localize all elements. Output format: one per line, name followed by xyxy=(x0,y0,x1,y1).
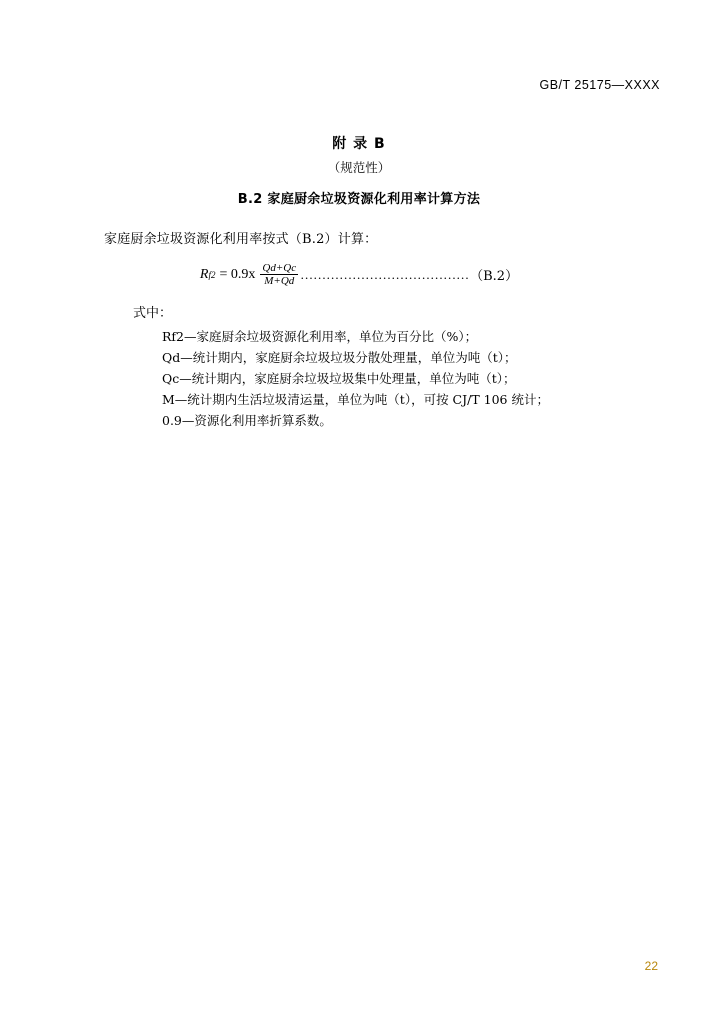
where-label: 式中： xyxy=(133,306,173,321)
header-standard-code: GB/T 25175—XXXX xyxy=(539,78,660,92)
intro-paragraph: 家庭厨余垃圾资源化利用率按式（B.2）计算： xyxy=(104,232,378,247)
clause-title: B.2 家庭厨余垃圾资源化利用率计算方法 xyxy=(237,192,481,207)
list-item: Qd—统计期内，家庭厨余垃圾垃圾分散处理量，单位为吨（t）； xyxy=(162,350,517,365)
list-item: Rf2—家庭厨余垃圾资源化利用率，单位为百分比（%）； xyxy=(162,329,478,344)
formula-denominator: M+Qd xyxy=(264,275,295,288)
formula-block xyxy=(0,262,718,288)
formula-fraction xyxy=(260,262,298,288)
annex-title: 附 录 B xyxy=(332,136,386,152)
list-item: Qc—统计期内，家庭厨余垃圾垃圾集中处理量，单位为吨（t）； xyxy=(162,371,516,386)
formula-lhs-symbol: R xyxy=(199,266,209,282)
formula-lhs-subscript: f2 xyxy=(208,269,216,280)
annex-subtitle: （规范性） xyxy=(327,160,391,175)
list-item: M—统计期内生活垃圾清运量，单位为吨（t），可按 CJ/T 106 统计； xyxy=(162,392,549,407)
list-item: 0.9—资源化利用率折算系数。 xyxy=(162,413,332,428)
page-number: 22 xyxy=(644,959,658,973)
formula-numerator: Qd+Qc xyxy=(262,262,297,274)
formula-expression xyxy=(200,262,518,288)
formula-equals: = 0.9x xyxy=(219,266,256,282)
formula-leader-dots: ………………………………… xyxy=(300,266,470,282)
formula-number: （B.2） xyxy=(470,269,519,285)
definition-list xyxy=(162,326,549,431)
